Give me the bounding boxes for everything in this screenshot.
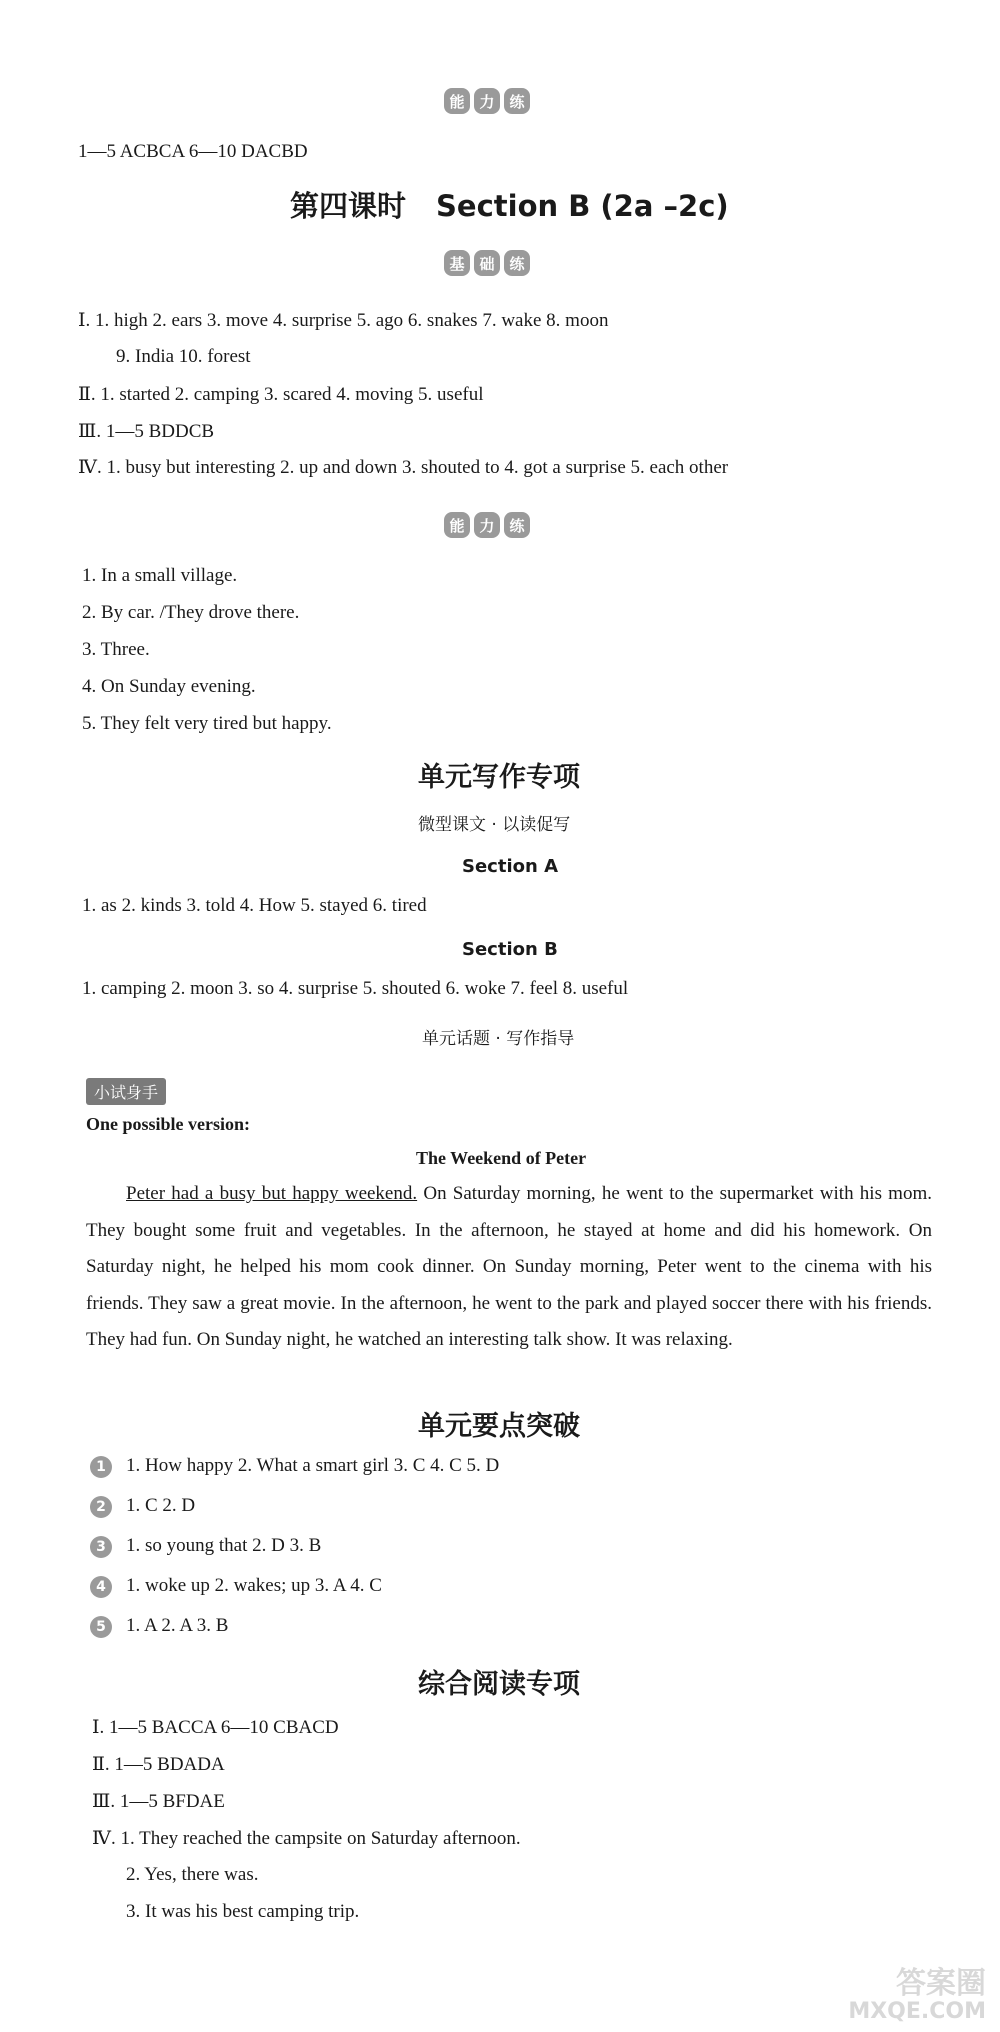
- essay-title: The Weekend of Peter: [416, 1148, 587, 1168]
- keypoint-item: [90, 1495, 195, 1518]
- keypoint-item: [90, 1575, 382, 1598]
- reading-I-line: Ⅰ. 1—5 BACCA 6—10 CBACD: [92, 1717, 339, 1738]
- ability-answer-1: 1. In a small village.: [82, 565, 238, 586]
- ability-answer-5: 5. They felt very tired but happy.: [82, 713, 332, 734]
- basic-badge: [444, 250, 530, 276]
- ability-badge-top: [444, 88, 530, 114]
- keypoint-item: [90, 1615, 228, 1638]
- number-circle-icon: 5: [90, 1616, 112, 1638]
- badge-char: 能: [444, 88, 470, 114]
- basic-IV-line: Ⅳ. 1. busy but interesting 2. up and down 3. shouted to 4. got a surprise 5. each other: [78, 457, 729, 478]
- lesson-heading: [290, 184, 729, 225]
- keypoint-item: [90, 1455, 499, 1478]
- badge-char: 练: [504, 88, 530, 114]
- badge-char: 础: [474, 250, 500, 276]
- basic-III-line: Ⅲ. 1—5 BDDCB: [78, 421, 215, 442]
- reading-IV-line2: 2. Yes, there was.: [126, 1864, 259, 1885]
- lesson-section: Section B (2a –2c): [436, 189, 729, 223]
- keypoint-text: 1. so young that 2. D 3. B: [126, 1535, 322, 1556]
- badge-char: 练: [504, 512, 530, 538]
- basic-I-line1: Ⅰ. 1. high 2. ears 3. move 4. surprise 5. ago 6. snakes 7. wake 8. moon: [78, 310, 609, 331]
- section-b-label: Section B: [462, 939, 558, 960]
- section-b-answers: 1. camping 2. moon 3. so 4. surprise 5. shouted 6. woke 7. feel 8. useful: [82, 978, 629, 999]
- badge-char: 能: [444, 512, 470, 538]
- number-circle-icon: 2: [90, 1496, 112, 1518]
- writing-subtitle-1: 微型课文 · 以读促写: [418, 815, 571, 835]
- keypoints-title: 单元要点突破: [418, 1411, 580, 1442]
- basic-I-line2: 9. India 10. forest: [116, 346, 251, 367]
- badge-char: 练: [504, 250, 530, 276]
- badge-char: 力: [474, 512, 500, 538]
- practice-tag: 小试身手: [86, 1078, 166, 1105]
- writing-title: 单元写作专项: [418, 762, 580, 793]
- keypoint-item: [90, 1535, 321, 1558]
- reading-title: 综合阅读专项: [418, 1669, 580, 1700]
- keypoint-text: 1. woke up 2. wakes; up 3. A 4. C: [126, 1575, 382, 1596]
- number-circle-icon: 4: [90, 1576, 112, 1598]
- lesson-title: 第四课时: [290, 189, 407, 223]
- reading-II-line: Ⅱ. 1—5 BDADA: [92, 1754, 225, 1775]
- ability-badge-middle: [444, 512, 530, 538]
- section-a-label: Section A: [462, 856, 558, 877]
- ability-answer-4: 4. On Sunday evening.: [82, 676, 256, 697]
- watermark-logo: [848, 1966, 986, 2026]
- keypoint-text: 1. A 2. A 3. B: [126, 1615, 229, 1636]
- top-answer-line: 1—5 ACBCA 6—10 DACBD: [78, 141, 308, 162]
- writing-subtitle-2: 单元话题 · 写作指导: [422, 1029, 575, 1049]
- number-circle-icon: 3: [90, 1536, 112, 1558]
- basic-II-line: Ⅱ. 1. started 2. camping 3. scared 4. moving 5. useful: [78, 384, 484, 405]
- keypoint-text: 1. How happy 2. What a smart girl 3. C 4. C 5. D: [126, 1455, 500, 1476]
- essay-body: [86, 1176, 932, 1359]
- reading-III-line: Ⅲ. 1—5 BFDAE: [92, 1791, 225, 1812]
- essay-topic-sentence: Peter had a busy but happy weekend.: [126, 1183, 418, 1204]
- number-circle-icon: 1: [90, 1456, 112, 1478]
- watermark-text: 答案圈: [896, 1966, 986, 2001]
- badge-char: 力: [474, 88, 500, 114]
- section-a-answers: 1. as 2. kinds 3. told 4. How 5. stayed 6. tired: [82, 895, 427, 916]
- ability-answer-2: 2. By car. /They drove there.: [82, 602, 300, 623]
- reading-IV-line1: Ⅳ. 1. They reached the campsite on Saturday afternoon.: [92, 1828, 521, 1849]
- keypoint-text: 1. C 2. D: [126, 1495, 196, 1516]
- possible-version-label: One possible version:: [86, 1114, 251, 1134]
- ability-answer-3: 3. Three.: [82, 639, 150, 660]
- badge-char: 基: [444, 250, 470, 276]
- essay-rest: On Saturday morning, he went to the supermarket with his mom. They bought some fruit and vegetables. In the afternoon, he stayed at home and did his homework. On Saturday night, he helped his mom cook dinner. On Sunday morning, Peter went to the cinema with his friends. They saw a great movie. In the afternoon, he went to the park and played soccer there with his friends. They had fun. On Sunday night, he watched an interesting talk show. It was relaxing.: [86, 1183, 932, 1350]
- reading-IV-line3: 3. It was his best camping trip.: [126, 1901, 360, 1922]
- watermark-url: MXQE.COM: [848, 1999, 986, 2024]
